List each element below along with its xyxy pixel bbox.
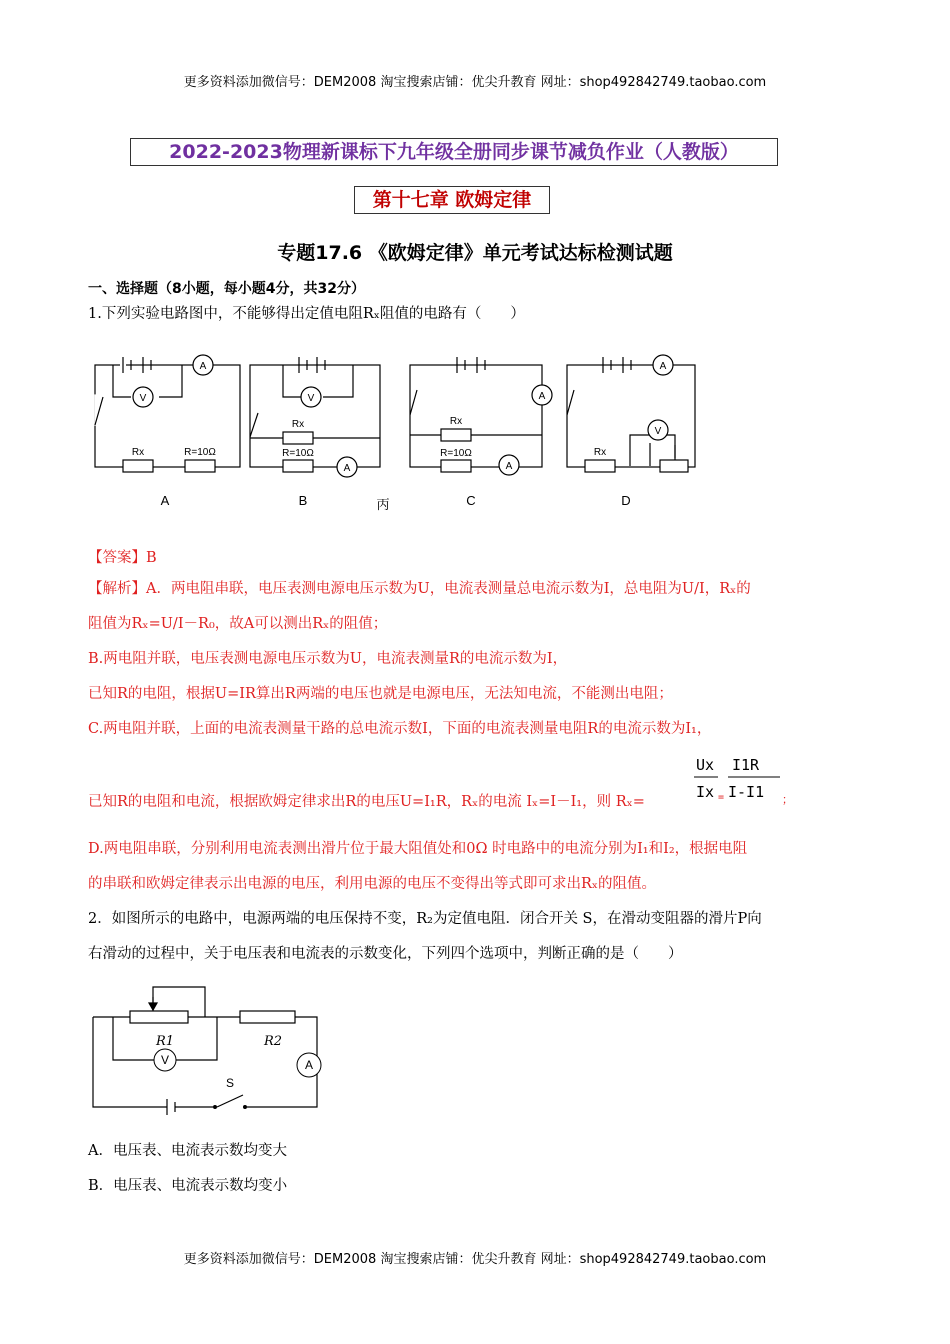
formula-num1: Ux	[696, 756, 715, 774]
q2-option-b: B．电压表、电流表示数均变小	[88, 1178, 288, 1194]
diagram-label-d: D	[621, 493, 631, 508]
meter-label: V	[654, 426, 662, 437]
answer-tag: 【答案】	[88, 550, 146, 566]
analysis-line: C.两电阻并联，上面的电流表测量干路的总电流示数I，下面的电流表测量电阻R的电流示数为I₁，	[88, 721, 712, 737]
q2-stem-line: 2．如图所示的电路中，电源两端的电压保持不变，R₂为定值电阻．闭合开关 S，在滑动变阻器的滑片P向	[88, 911, 762, 927]
meter-label: A	[343, 463, 351, 474]
r1-label: R1	[155, 1034, 175, 1049]
q2-stem	[88, 902, 864, 972]
switch-label: S	[225, 1076, 235, 1090]
resistor-label: R=10Ω	[184, 447, 216, 458]
analysis-line: A．两电阻串联，电压表测电源电压示数为U，电流表测量总电流示数为I，总电阻为U/I，Rₓ的	[146, 581, 751, 597]
circuit-a	[95, 357, 240, 472]
resistor-label: Rx	[449, 416, 463, 427]
q1-answer	[88, 546, 157, 567]
analysis-line: 的串联和欧姆定律表示出电源的电压，利用电源的电压不变得出等式即可求出Rₓ的阻值。	[88, 876, 657, 892]
topic-title: 专题17.6 《欧姆定律》单元考试达标检测试题	[277, 242, 673, 264]
analysis-tag: 【解析】	[88, 581, 146, 597]
diagram-label-a: A	[160, 493, 170, 508]
analysis-line: 已知R的电阻和电流，根据欧姆定律求出R的电压U=I₁R，Rₓ的电流 Iₓ=I－I₁，则 Rₓ=	[88, 794, 645, 810]
resistor-label: R=10Ω	[440, 448, 472, 459]
resistor-label: Rx	[131, 447, 145, 458]
diagram-label-extra: 丙	[376, 497, 390, 512]
resistor-label: Rx	[291, 419, 305, 430]
circuit-b	[250, 357, 380, 472]
analysis-line: 已知R的电阻，根据U=IR算出R两端的电压也就是电源电压，无法知电流，不能测出电阻；	[88, 686, 673, 702]
circuit-d	[567, 357, 695, 472]
formula-eq: =	[718, 792, 725, 803]
q1-circuit-diagrams	[85, 345, 725, 525]
ammeter-label: A	[304, 1058, 314, 1072]
q1-analysis-a	[88, 572, 864, 747]
rx-formula	[692, 750, 802, 810]
diagram-label-c: C	[466, 493, 476, 508]
formula-den2: I-I1	[728, 783, 765, 801]
formula-end: ；	[782, 793, 793, 806]
voltmeter-label: V	[160, 1053, 170, 1067]
diagram-label-b: B	[298, 493, 308, 508]
section-heading: 一、选择题（8小题，每小题4分，共32分）	[88, 281, 365, 297]
q2-stem-line: 右滑动的过程中，关于电压表和电流表的示数变化，下列四个选项中，判断正确的是（ ）	[88, 946, 683, 962]
resistor-label: Rx	[593, 447, 607, 458]
q1-stem: 1.下列实验电路图中，不能够得出定值电阻Rₓ阻值的电路有（ ）	[88, 306, 525, 322]
q2-options	[88, 1134, 864, 1204]
chapter-title: 第十七章 欧姆定律	[354, 186, 550, 214]
analysis-line: B.两电阻并联，电压表测电源电压示数为U，电流表测量R的电流示数为I，	[88, 651, 568, 667]
q2-circuit-diagram	[85, 975, 335, 1115]
resistor-label: R=10Ω	[282, 448, 314, 459]
formula-den1: Ix	[696, 783, 715, 801]
meter-label: A	[659, 361, 667, 372]
meter-label: A	[505, 461, 513, 472]
analysis-line: D.两电阻串联，分别利用电流表测出滑片位于最大阻值处和0Ω 时电路中的电流分别为I₁和I₂，根据电阻	[88, 841, 748, 857]
page-footer: 更多资料添加微信号：DEM2008 淘宝搜索店铺：优尖升教育 网址：shop492842749.taobao.com	[183, 1252, 767, 1267]
circuit-c	[410, 357, 542, 472]
page-header: 更多资料添加微信号：DEM2008 淘宝搜索店铺：优尖升教育 网址：shop492842749.taobao.com	[183, 75, 767, 90]
meter-label: A	[199, 361, 207, 372]
formula-num2: I1R	[732, 756, 760, 774]
meter-label: V	[307, 393, 315, 404]
main-title: 2022-2023物理新课标下九年级全册同步课节减负作业（人教版）	[130, 138, 778, 166]
q1-analysis-d	[88, 832, 864, 902]
r2-label: R2	[263, 1034, 283, 1049]
meter-label: A	[538, 391, 546, 402]
meter-label: V	[139, 393, 147, 404]
answer-value: B	[146, 550, 157, 566]
q2-option-a: A．电压表、电流表示数均变大	[88, 1143, 287, 1159]
analysis-line: 阻值为Rₓ=U/I－R₀，故A可以测出Rₓ的阻值；	[88, 616, 388, 632]
